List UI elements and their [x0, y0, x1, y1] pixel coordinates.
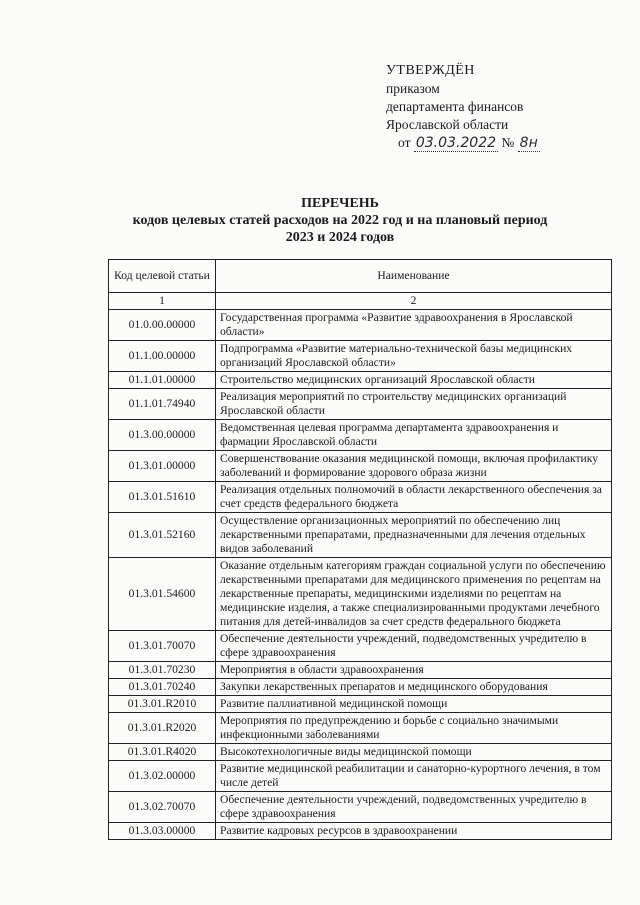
row-name: Высокотехнологичные виды медицинской помощи — [216, 744, 612, 761]
row-code: 01.3.01.00000 — [109, 451, 216, 482]
row-code: 01.3.01.R2020 — [109, 713, 216, 744]
row-name: Обеспечение деятельности учреждений, подведомственных учредителю в сфере здравоохранения — [216, 792, 612, 823]
heading-subtitle-1: кодов целевых статей расходов на 2022 год и на плановый период — [132, 213, 548, 228]
row-code: 01.1.01.74940 — [109, 389, 216, 420]
approval-line-region: Ярославской области — [386, 117, 509, 132]
heading-subtitle-2: 2023 и 2024 годов — [285, 230, 395, 245]
row-code: 01.3.01.51610 — [109, 482, 216, 513]
document-heading — [100, 195, 580, 246]
approval-line-order: приказом — [386, 81, 440, 96]
table-row — [109, 310, 612, 341]
table-row — [109, 372, 612, 389]
date-prefix: от — [398, 135, 411, 150]
table-row — [109, 341, 612, 372]
row-code: 01.1.00.00000 — [109, 341, 216, 372]
approval-stamp — [386, 62, 540, 152]
row-name: Ведомственная целевая программа департамента здравоохранения и фармации Ярославской области — [216, 420, 612, 451]
row-code: 01.3.01.70240 — [109, 679, 216, 696]
row-code: 01.3.01.52160 — [109, 513, 216, 558]
target-codes-table — [108, 259, 612, 840]
row-name: Мероприятия в области здравоохранения — [216, 662, 612, 679]
row-name: Закупки лекарственных препаратов и медицинского оборудования — [216, 679, 612, 696]
row-code: 01.3.02.70070 — [109, 792, 216, 823]
row-code: 01.3.01.70070 — [109, 631, 216, 662]
table-row — [109, 420, 612, 451]
row-name: Оказание отдельным категориям граждан социальной услуги по обеспечению лекарственными препаратами для медицинского применения по рецептам на лекарственные препараты, медицинскими изделиями по рецептам на медицинские изделия, а также специализированными продуктами лечебного питания для детей-инвалидов за счет средств федерального бюджета — [216, 558, 612, 631]
row-code: 01.3.01.R2010 — [109, 696, 216, 713]
row-name: Развитие медицинской реабилитации и санаторно-курортного лечения, в том числе детей — [216, 761, 612, 792]
row-name: Мероприятия по предупреждению и борьбе с социально значимыми инфекционными заболеваниями — [216, 713, 612, 744]
table-row — [109, 513, 612, 558]
handwritten-date: 03.03.2022 — [415, 135, 497, 151]
handwritten-number: 8н — [519, 135, 538, 151]
row-name: Подпрограмма «Развитие материально-технической базы медицинских организаций Ярославской области» — [216, 341, 612, 372]
row-name: Реализация мероприятий по строительству медицинских организаций Ярославской области — [216, 389, 612, 420]
approval-line-department: департамента финансов — [386, 99, 524, 114]
row-code: 01.0.00.00000 — [109, 310, 216, 341]
column-number-1: 1 — [109, 293, 216, 310]
row-code: 01.3.03.00000 — [109, 823, 216, 840]
table-row — [109, 744, 612, 761]
number-prefix: № — [501, 135, 515, 150]
header-code: Код целевой статьи — [109, 260, 216, 293]
table-row — [109, 662, 612, 679]
table-row — [109, 761, 612, 792]
row-code: 01.3.01.70230 — [109, 662, 216, 679]
approval-title: УТВЕРЖДЁН — [386, 63, 475, 78]
column-number-2: 2 — [216, 293, 612, 310]
row-name: Осуществление организационных мероприятий по обеспечению лиц лекарственными препаратами, предназначенными для лечения отдельных видов заболеваний — [216, 513, 612, 558]
table-row — [109, 558, 612, 631]
table-header-row — [109, 260, 612, 293]
row-name: Строительство медицинских организаций Ярославской области — [216, 372, 612, 389]
row-code: 01.3.01.R4020 — [109, 744, 216, 761]
table-row — [109, 482, 612, 513]
table-row — [109, 823, 612, 840]
row-name: Государственная программа «Развитие здравоохранения в Ярославской области» — [216, 310, 612, 341]
table-row — [109, 792, 612, 823]
approval-date-row — [398, 134, 540, 152]
row-code: 01.3.00.00000 — [109, 420, 216, 451]
row-code: 01.3.02.00000 — [109, 761, 216, 792]
row-name: Обеспечение деятельности учреждений, подведомственных учредителю в сфере здравоохранения — [216, 631, 612, 662]
table-row — [109, 451, 612, 482]
heading-title: ПЕРЕЧЕНЬ — [301, 196, 379, 211]
row-code: 01.1.01.00000 — [109, 372, 216, 389]
row-name: Совершенствование оказания медицинской помощи, включая профилактику заболеваний и формирование здорового образа жизни — [216, 451, 612, 482]
row-code: 01.3.01.54600 — [109, 558, 216, 631]
table-row — [109, 713, 612, 744]
table-column-numbers-row — [109, 293, 612, 310]
header-name: Наименование — [216, 260, 612, 293]
row-name: Развитие кадровых ресурсов в здравоохранении — [216, 823, 612, 840]
table-row — [109, 696, 612, 713]
table-row — [109, 389, 612, 420]
row-name: Развитие паллиативной медицинской помощи — [216, 696, 612, 713]
table-row — [109, 679, 612, 696]
row-name: Реализация отдельных полномочий в области лекарственного обеспечения за счет средств федерального бюджета — [216, 482, 612, 513]
table-row — [109, 631, 612, 662]
